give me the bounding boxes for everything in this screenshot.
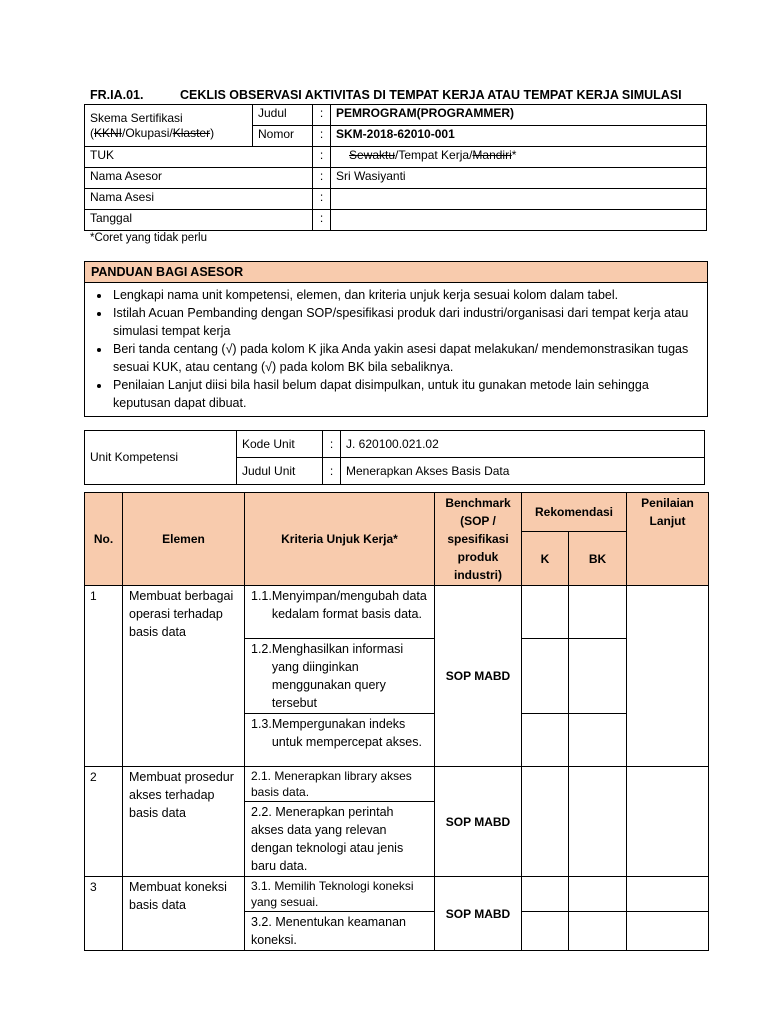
- unit-table: [84, 430, 705, 485]
- panduan-item: • Istilah Acuan Pembanding dengan SOP/spesifikasi produk dari industri/organisasi dari tempat kerja atau simulasi tempat kerja: [111, 304, 707, 340]
- skema-okupasi: /Okupasi/: [122, 125, 173, 140]
- footnote: *Coret yang tidak perlu: [90, 232, 207, 244]
- judul-unit-label: Judul Unit: [237, 458, 323, 485]
- kuk-text: Memilih Teknologi koneksi yang sesuai.: [251, 879, 414, 909]
- kode-unit-label: Kode Unit: [237, 431, 323, 458]
- panduan-item: • Penilaian Lanjut diisi bila hasil belum dapat disimpulkan, untuk itu gunakan metode lain sehingga keputusan dapat dibuat.: [111, 376, 707, 412]
- kuk-num: 1.1.: [251, 589, 272, 603]
- bk-check-cell[interactable]: [569, 639, 627, 714]
- kuk-cell: [245, 714, 435, 767]
- kuk-num: 1.3.: [251, 717, 272, 731]
- asesi-label: Nama Asesi: [85, 189, 313, 210]
- header-rekomendasi: Rekomendasi: [522, 493, 627, 532]
- tanggal-value[interactable]: [331, 210, 707, 231]
- nomor-label: Nomor: [253, 126, 313, 147]
- bk-check-cell[interactable]: [569, 767, 627, 877]
- panduan-box: [84, 261, 708, 417]
- header-table: [84, 104, 707, 231]
- skema-klaster: Klaster: [172, 125, 211, 140]
- panduan-heading: PANDUAN BAGI ASESOR: [85, 262, 707, 283]
- row-benchmark: SOP MABD: [435, 767, 522, 877]
- k-check-cell[interactable]: [522, 639, 569, 714]
- asesi-value[interactable]: [331, 189, 707, 210]
- kuk-num: 1.2.: [251, 642, 272, 656]
- tuk-tempat-kerja: /Tempat Kerja/: [395, 148, 473, 162]
- panduan-list: [85, 286, 707, 412]
- bk-check-cell[interactable]: [569, 912, 627, 951]
- judul-label: Judul: [253, 105, 313, 126]
- row-elemen: Membuat koneksi basis data: [123, 877, 245, 951]
- header-no: No.: [85, 493, 123, 586]
- bk-check-cell[interactable]: [569, 586, 627, 639]
- kuk-cell: [245, 877, 435, 912]
- kuk-num: 2.1.: [251, 769, 272, 783]
- panduan-item: • Beri tanda centang (√) pada kolom K jika Anda yakin asesi dapat melakukan/ mendemonstrasikan tugas sesuai KUK, atau centang (√) pada kolom BK bila sebaliknya.: [111, 340, 707, 376]
- tanggal-label: Tanggal: [85, 210, 313, 231]
- header-elemen: Elemen: [123, 493, 245, 586]
- kuk-num: 2.2.: [251, 805, 272, 819]
- kuk-num: 3.2.: [251, 915, 272, 929]
- kode-unit-value: J. 620100.021.02: [341, 431, 705, 458]
- bk-check-cell[interactable]: [569, 877, 627, 912]
- checklist-table: [84, 492, 709, 951]
- row-no: 1: [85, 586, 123, 767]
- kuk-cell: [245, 912, 435, 951]
- asesor-label: Nama Asesor: [85, 168, 313, 189]
- skema-kkni: KKNI: [94, 125, 123, 140]
- colon: :: [313, 168, 331, 189]
- nomor-value: SKM-2018-62010-001: [331, 126, 707, 147]
- row-no: 3: [85, 877, 123, 951]
- kuk-text: Menghasilkan informasi yang diinginkan menggunakan query tersebut: [271, 642, 404, 710]
- row-elemen: Membuat berbagai operasi terhadap basis data: [123, 586, 245, 767]
- penilaian-cell[interactable]: [627, 586, 709, 767]
- row-no: 2: [85, 767, 123, 877]
- colon: :: [323, 431, 341, 458]
- asesor-value[interactable]: Sri Wasiyanti: [331, 168, 707, 189]
- skema-label: Skema Sertifikasi: [90, 110, 183, 125]
- tuk-asterisk: *: [511, 148, 517, 162]
- k-check-cell[interactable]: [522, 912, 569, 951]
- colon: :: [313, 126, 331, 147]
- kuk-text: Menyimpan/mengubah data kedalam format basis data.: [271, 589, 427, 621]
- kuk-text: Menentukan keamanan koneksi.: [251, 915, 406, 947]
- penilaian-cell[interactable]: [627, 912, 709, 951]
- k-check-cell[interactable]: [522, 877, 569, 912]
- row-benchmark: SOP MABD: [435, 877, 522, 951]
- row-benchmark: SOP MABD: [435, 586, 522, 767]
- tuk-value[interactable]: [331, 147, 707, 168]
- k-check-cell[interactable]: [522, 586, 569, 639]
- colon: :: [313, 189, 331, 210]
- form-title: [90, 88, 682, 102]
- header-kuk: Kriteria Unjuk Kerja*: [245, 493, 435, 586]
- kuk-text: Menerapkan perintah akses data yang relevan dengan teknologi atau jenis baru data.: [251, 805, 404, 873]
- form-title-text: CEKLIS OBSERVASI AKTIVITAS DI TEMPAT KERJA ATAU TEMPAT KERJA SIMULASI: [180, 88, 682, 102]
- header-benchmark: Benchmark (SOP / spesifikasi produk industri): [435, 493, 522, 586]
- colon: :: [313, 147, 331, 168]
- k-check-cell[interactable]: [522, 714, 569, 767]
- tuk-label: TUK: [85, 147, 313, 168]
- kuk-cell: [245, 639, 435, 714]
- row-elemen: Membuat prosedur akses terhadap basis data: [123, 767, 245, 877]
- panduan-item: • Lengkapi nama unit kompetensi, elemen, dan kriteria unjuk kerja sesuai kolom dalam tabel.: [111, 286, 707, 304]
- kuk-text: Mempergunakan indeks untuk mempercepat akses.: [271, 717, 422, 749]
- kuk-cell: [245, 802, 435, 877]
- kuk-num: 3.1.: [251, 879, 272, 893]
- kuk-text: Menerapkan library akses basis data.: [251, 769, 412, 799]
- tuk-mandiri: Mandiri: [472, 148, 512, 162]
- bk-check-cell[interactable]: [569, 714, 627, 767]
- header-k: K: [522, 532, 569, 586]
- penilaian-cell[interactable]: [627, 767, 709, 877]
- form-code: FR.IA.01.: [90, 88, 144, 102]
- header-bk: BK: [569, 532, 627, 586]
- header-penilaian: Penilaian Lanjut: [627, 493, 709, 586]
- kuk-cell: [245, 586, 435, 639]
- skema-label-cell: Skema Sertifikasi (KKNI/Okupasi/Klaster): [85, 105, 253, 147]
- colon: :: [313, 210, 331, 231]
- penilaian-cell[interactable]: [627, 877, 709, 912]
- k-check-cell[interactable]: [522, 767, 569, 877]
- kuk-cell: [245, 767, 435, 802]
- tuk-sewaktu: Sewaktu: [349, 148, 396, 162]
- colon: :: [313, 105, 331, 126]
- judul-value: PEMROGRAM(PROGRAMMER): [331, 105, 707, 126]
- judul-unit-value: Menerapkan Akses Basis Data: [341, 458, 705, 485]
- unit-label: Unit Kompetensi: [85, 431, 237, 485]
- colon: :: [323, 458, 341, 485]
